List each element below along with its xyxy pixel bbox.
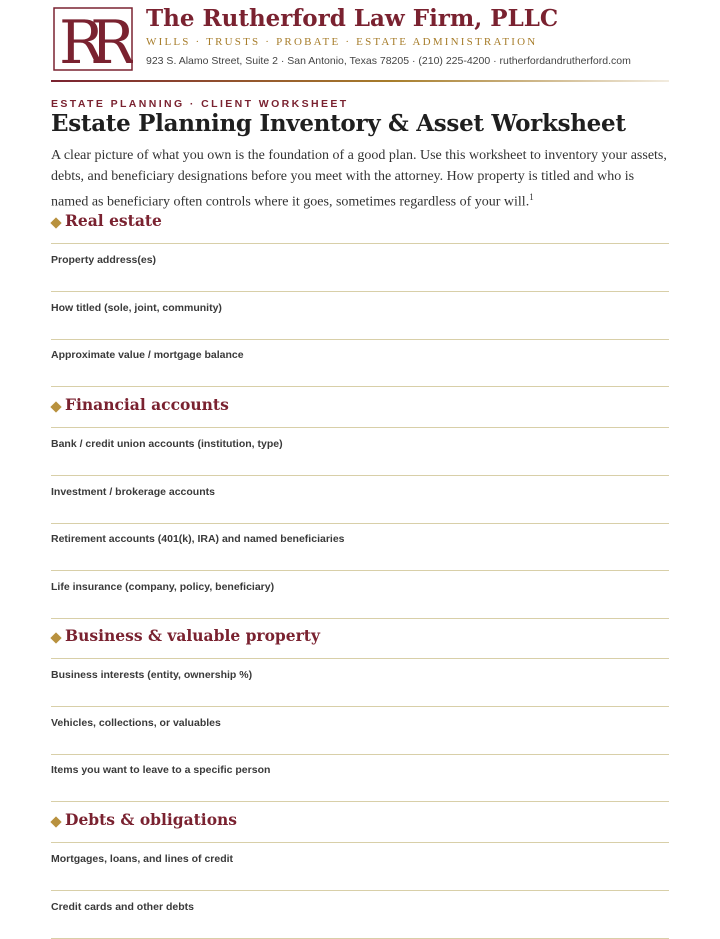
worksheet-page <box>51 0 669 913</box>
diamond-bullet-icon <box>50 401 61 412</box>
field-label: Bank / credit union accounts (institution, type) <box>51 438 283 450</box>
worksheet-field[interactable] <box>51 843 669 891</box>
section-header <box>51 213 669 244</box>
svg-text:RR: RR <box>59 8 122 71</box>
worksheet-field[interactable] <box>51 707 669 755</box>
document-eyebrow: ESTATE PLANNING · CLIENT WORKSHEET <box>51 98 349 110</box>
worksheet-field[interactable] <box>51 244 669 292</box>
diamond-bullet-icon <box>50 816 61 827</box>
letterhead-divider <box>51 80 669 82</box>
field-label: How titled (sole, joint, community) <box>51 301 222 314</box>
field-label: Credit cards and other debts <box>51 900 194 913</box>
firm-logo-icon <box>53 7 133 71</box>
field-label: Items you want to leave to a specific person <box>51 764 271 776</box>
field-label: Property address(es) <box>51 254 157 266</box>
field-label: Mortgages, loans, and lines of credit <box>51 853 234 865</box>
field-label: Investment / brokerage accounts <box>51 485 215 498</box>
intro-text: A clear picture of what you own is the foundation of a good plan. Use this worksheet to inventory your assets, debts, and beneficiary designations before you meet with the attorney. How property is titled and who is named as beneficiary often controls where it goes, sometimes regardless of your will. <box>51 148 667 210</box>
worksheet-field[interactable] <box>51 659 669 707</box>
diamond-bullet-icon <box>50 217 61 228</box>
worksheet-field[interactable] <box>51 339 669 387</box>
firm-contact-line: 923 S. Alamo Street, Suite 2 · San Antonio, Texas 78205 · (210) 225-4200 · rutherfordandrutherford.com <box>146 55 631 67</box>
worksheet-field[interactable] <box>51 891 669 939</box>
worksheet-field[interactable] <box>51 292 669 340</box>
letterhead <box>51 0 669 84</box>
diamond-bullet-icon <box>50 632 61 643</box>
worksheet-field[interactable] <box>51 523 669 571</box>
section-header <box>51 812 669 843</box>
worksheet-field[interactable] <box>51 476 669 524</box>
worksheet-field[interactable] <box>51 754 669 802</box>
section-title: Business & valuable property <box>65 626 320 645</box>
worksheet-field[interactable] <box>51 571 669 619</box>
section-title: Debts & obligations <box>65 810 238 829</box>
section-header <box>51 397 669 428</box>
field-label: Life insurance (company, policy, beneficiary) <box>51 580 275 593</box>
intro-paragraph <box>51 145 669 213</box>
field-label: Vehicles, collections, or valuables <box>51 716 221 729</box>
field-label: Business interests (entity, ownership %) <box>51 669 253 681</box>
page-title: Estate Planning Inventory & Asset Worksheet <box>51 110 626 137</box>
footnote-marker: 1 <box>529 192 534 202</box>
section-title: Real estate <box>65 211 162 230</box>
firm-name: The Rutherford Law Firm, PLLC <box>146 5 559 32</box>
section-header <box>51 628 669 659</box>
field-label: Retirement accounts (401(k), IRA) and named beneficiaries <box>51 533 345 545</box>
field-label: Approximate value / mortgage balance <box>51 349 244 361</box>
section-title: Financial accounts <box>65 395 229 414</box>
firm-tagline: WILLS · TRUSTS · PROBATE · ESTATE ADMINISTRATION <box>146 36 538 48</box>
worksheet-field[interactable] <box>51 428 669 476</box>
